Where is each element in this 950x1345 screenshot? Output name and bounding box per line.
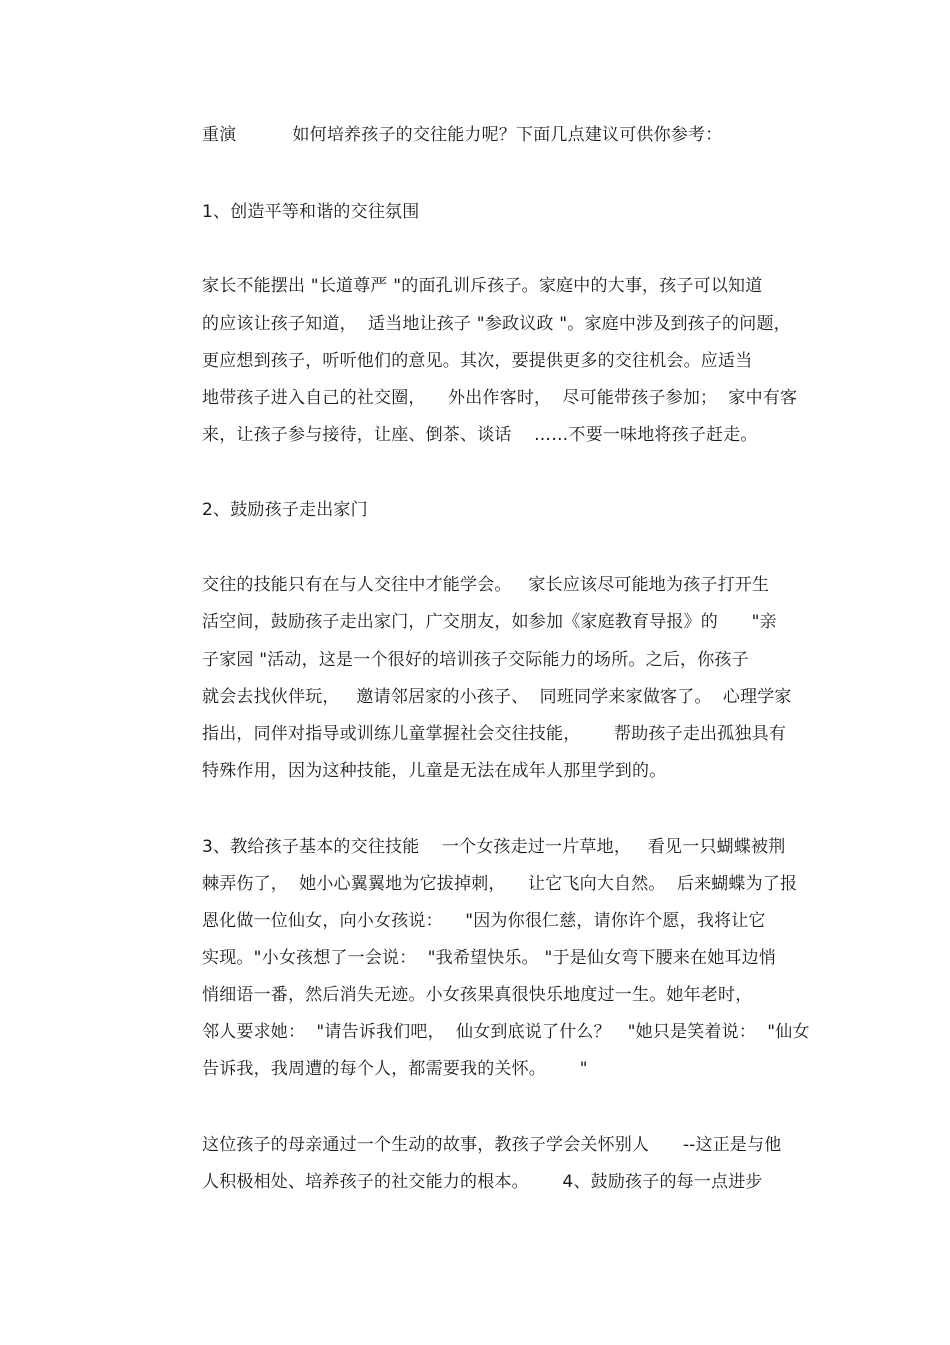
paragraph-3-line-3: 恩化做一位仙女，向小女孩说： "因为你很仁慈，请你许个愿，我将让它 bbox=[202, 911, 766, 931]
paragraph-4-line-1: 这位孩子的母亲通过一个生动的故事，教孩子学会关怀别人 --这正是与他 bbox=[202, 1135, 782, 1155]
section-heading-2: 2、鼓励孩子走出家门 bbox=[202, 500, 368, 520]
section-heading-1: 1、创造平等和谐的交往氛围 bbox=[202, 202, 420, 222]
paragraph-2-line-1: 交往的技能只有在与人交往中才能学会。 家长应该尽可能地为孩子打开生 bbox=[202, 575, 770, 595]
paragraph-2-line-2: 活空间，鼓励孩子走出家门，广交朋友，如参加《家庭教育导报》的 "亲 bbox=[202, 612, 777, 632]
paragraph-3-line-2: 棘弄伤了， 她小心翼翼地为它拔掉刺， 让它飞向大自然。 后来蝴蝶为了报 bbox=[202, 874, 798, 894]
paragraph-2-line-6: 特殊作用，因为这种技能，儿童是无法在成年人那里学到的。 bbox=[202, 761, 667, 781]
paragraph-1-line-4: 地带孩子进入自己的社交圈， 外出作客时， 尽可能带孩子参加； 家中有客 bbox=[202, 388, 798, 408]
paragraph-2-line-3: 子家园 "活动，这是一个很好的培训孩子交际能力的场所。之后，你孩子 bbox=[202, 650, 749, 670]
paragraph-4-line-2: 人积极相处、培养孩子的社交能力的根本。 4、鼓励孩子的每一点进步 bbox=[202, 1172, 763, 1192]
paragraph-1-line-1: 家长不能摆出 "长道尊严 "的面孔训斥孩子。家庭中的大事，孩子可以知道 bbox=[202, 276, 763, 296]
paragraph-1-line-5: 来，让孩子参与接待，让座、倒茶、谈话 ……不要一味地将孩子赶走。 bbox=[202, 425, 758, 445]
paragraph-2-line-5: 指出，同伴对指导或训练儿童掌握社会交往技能， 帮助孩子走出孤独具有 bbox=[202, 724, 787, 744]
intro-line: 重演 如何培养孩子的交往能力呢？下面几点建议可供你参考： bbox=[202, 125, 723, 145]
paragraph-3-line-6: 邻人要求她： "请告诉我们吧， 仙女到底说了什么？ "她只是笑着说： "仙女 bbox=[202, 1022, 810, 1042]
paragraph-3-line-5: 悄细语一番，然后消失无迹。小女孩果真很快乐地度过一生。她年老时， bbox=[202, 985, 753, 1005]
paragraph-1-line-2: 的应该让孩子知道， 适当地让孩子 "参政议政 "。家庭中涉及到孩子的问题， bbox=[202, 314, 791, 334]
paragraph-3-line-4: 实现。"小女孩想了一会说： "我希望快乐。 "于是仙女弯下腰来在她耳边悄 bbox=[202, 948, 777, 968]
paragraph-1-line-3: 更应想到孩子，听听他们的意见。其次，要提供更多的交往机会。应适当 bbox=[202, 351, 753, 371]
paragraph-3-line-7: 告诉我，我周遭的每个人，都需要我的关怀。 " bbox=[202, 1059, 588, 1079]
paragraph-3-line-1: 3、教给孩子基本的交往技能 一个女孩走过一片草地， 看见一只蝴蝶被荆 bbox=[202, 837, 786, 857]
paragraph-2-line-4: 就会去找伙伴玩， 邀请邻居家的小孩子、 同班同学来家做客了。 心理学家 bbox=[202, 687, 792, 707]
